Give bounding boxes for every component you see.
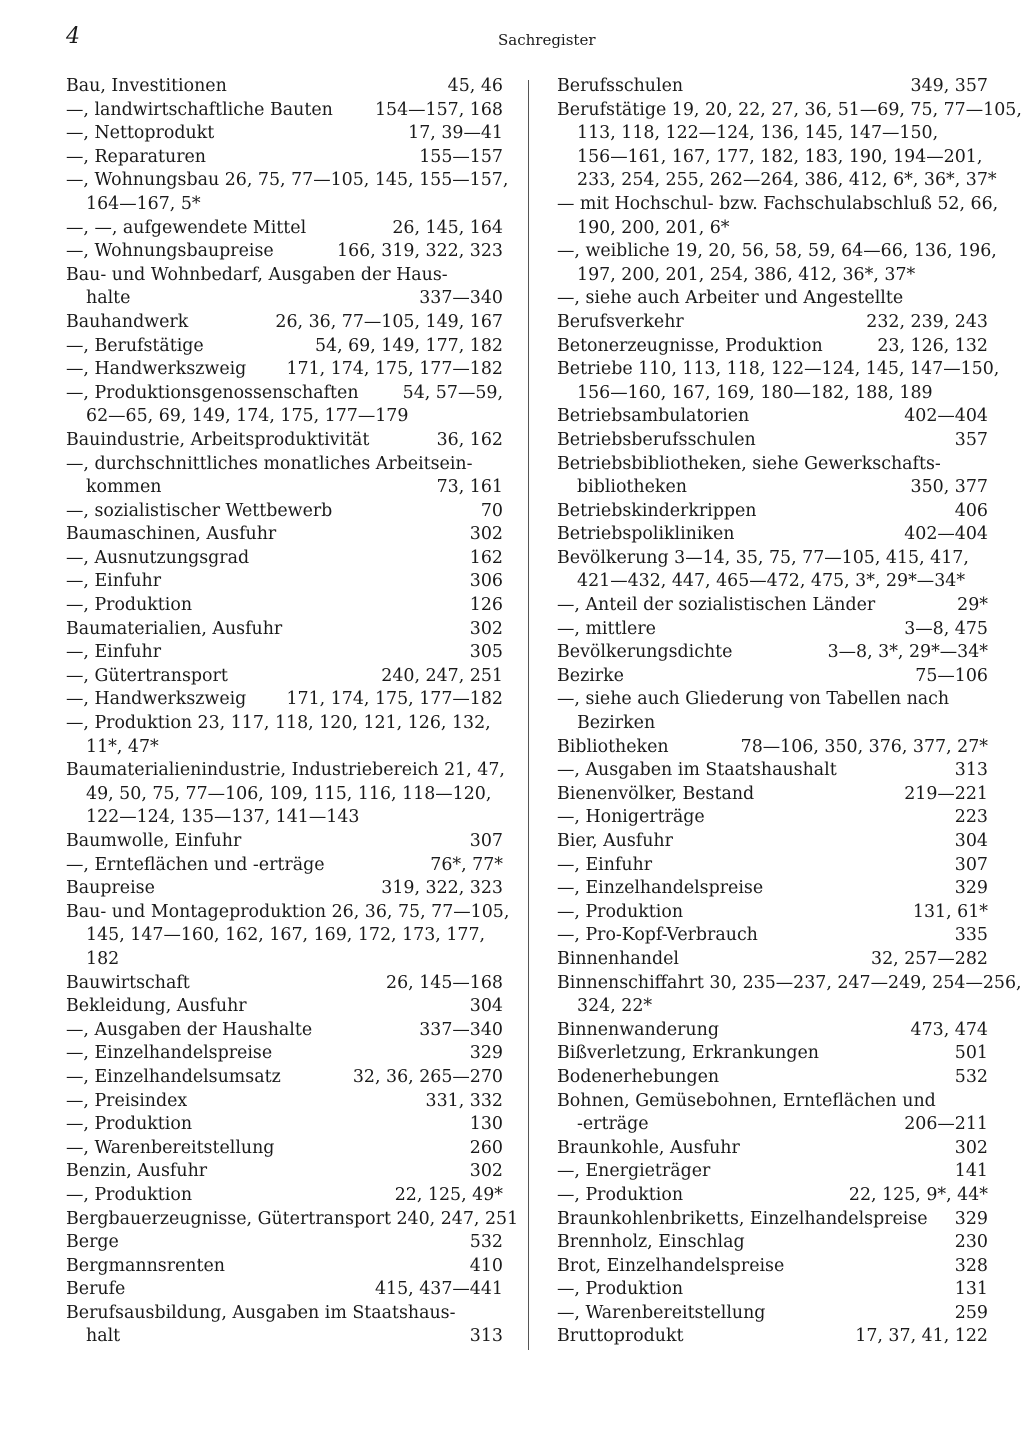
index-entry-pages: 130 bbox=[469, 1114, 503, 1135]
index-entry bbox=[557, 877, 988, 901]
index-entry-term: —, Reparaturen bbox=[66, 146, 207, 167]
index-entry-term: —, Produktion bbox=[557, 1184, 684, 1205]
index-entry-term: Baupreise bbox=[66, 878, 155, 899]
index-entry bbox=[66, 382, 503, 406]
index-entry-continuation bbox=[557, 264, 988, 288]
index-entry-pages: 406 bbox=[954, 500, 988, 521]
index-entry bbox=[66, 75, 503, 99]
index-entry bbox=[66, 500, 503, 524]
index-entry-pages: 3—8, 475 bbox=[904, 618, 988, 639]
index-entry-pages: 54, 57—59, bbox=[402, 382, 503, 403]
index-entry-pages: 76*, 77* bbox=[430, 854, 503, 875]
index-entry bbox=[557, 688, 988, 712]
index-entry bbox=[557, 618, 988, 642]
index-entry bbox=[557, 358, 1000, 382]
index-entry-pages: 329 bbox=[954, 1208, 988, 1229]
index-entry-term: 324, 22* bbox=[577, 996, 653, 1017]
index-entry bbox=[66, 547, 503, 571]
index-entry-pages: 337—340 bbox=[419, 288, 503, 309]
index-entry bbox=[66, 99, 503, 123]
index-entry-pages: 230 bbox=[954, 1232, 988, 1253]
index-entry-term: Bruttoprodukt bbox=[557, 1326, 684, 1347]
index-entry-term: 190, 200, 201, 6* bbox=[577, 217, 730, 238]
index-entry bbox=[66, 1042, 503, 1066]
index-column-right bbox=[557, 75, 1022, 1349]
index-entry-pages: 171, 174, 175, 177—182 bbox=[286, 359, 503, 380]
index-entry-continuation bbox=[557, 995, 988, 1019]
index-entry bbox=[557, 806, 988, 830]
index-entry-pages: 26, 145, 164 bbox=[392, 217, 503, 238]
index-entry-pages: 240, 247, 251 bbox=[381, 665, 503, 686]
index-entry-term: 421—432, 447, 465—472, 475, 3*, 29*—34* bbox=[577, 571, 966, 592]
index-entry-pages: 304 bbox=[954, 831, 988, 851]
index-entry-term: —, Preisindex bbox=[66, 1090, 188, 1111]
index-entry bbox=[66, 618, 503, 642]
index-entry bbox=[66, 1066, 503, 1090]
index-entry bbox=[66, 830, 503, 854]
index-entry-term: Bauhandwerk bbox=[66, 311, 189, 332]
index-entry-term: —, weibliche 19, 20, 56, 58, 59, 64—66, 136, 196, bbox=[557, 241, 997, 262]
index-entry bbox=[66, 877, 503, 901]
index-entry-pages: 166, 319, 322, 323 bbox=[337, 241, 503, 262]
index-entry-pages: 22, 125, 49* bbox=[394, 1184, 503, 1205]
index-entry-term: —, Produktion bbox=[557, 1279, 684, 1300]
index-entry-term: —, Wohnungsbau 26, 75, 77—105, 145, 155—157, bbox=[66, 170, 509, 191]
index-entry-term: —, Handwerkszweig bbox=[66, 689, 247, 710]
index-entry-pages: 415, 437—441 bbox=[374, 1279, 503, 1300]
running-head: Sachregister bbox=[498, 31, 596, 49]
index-entry-term: —, Einfuhr bbox=[66, 571, 162, 592]
index-entry bbox=[557, 311, 988, 335]
index-entry-term: Betonerzeugnisse, Produktion bbox=[557, 335, 823, 356]
index-entry-pages: 23, 126, 132 bbox=[877, 335, 988, 356]
index-entry-term: —, Einzelhandelsumsatz bbox=[66, 1066, 281, 1087]
index-entry-pages: 155—157 bbox=[419, 146, 503, 167]
index-entry-continuation bbox=[557, 1113, 988, 1137]
index-entry-term: Binnenschiffahrt 30, 235—237, 247—249, 254—256, bbox=[557, 972, 1022, 993]
index-entry-term: —, mittlere bbox=[557, 618, 656, 639]
index-entry-term: —, Produktion bbox=[557, 901, 684, 922]
index-entry-term: -erträge bbox=[577, 1114, 649, 1135]
index-entry bbox=[557, 1019, 988, 1043]
index-entry-pages: 319, 322, 323 bbox=[381, 878, 503, 899]
index-entry bbox=[557, 1137, 988, 1161]
index-entry-continuation bbox=[66, 948, 503, 972]
index-entry-continuation bbox=[66, 287, 503, 311]
index-entry bbox=[66, 995, 503, 1019]
index-entry bbox=[66, 429, 503, 453]
index-entry-term: Binnenwanderung bbox=[557, 1019, 719, 1040]
index-entry-pages: 357 bbox=[954, 429, 988, 450]
index-entry-term: Baumwolle, Einfuhr bbox=[66, 831, 242, 851]
index-entry-term: Betriebe 110, 113, 118, 122—124, 145, 147—150, bbox=[557, 359, 1000, 380]
index-entry-term: Bergmannsrenten bbox=[66, 1255, 225, 1276]
index-entry-pages: 54, 69, 149, 177, 182 bbox=[314, 335, 503, 356]
index-entry-continuation bbox=[557, 476, 988, 500]
column-divider bbox=[528, 80, 529, 1350]
index-entry bbox=[557, 924, 988, 948]
index-entry bbox=[557, 523, 988, 547]
index-entry-pages: 75—106 bbox=[915, 665, 988, 686]
index-entry-term: 156—161, 167, 177, 182, 183, 190, 194—201, bbox=[577, 146, 983, 167]
index-entry-continuation bbox=[66, 1325, 503, 1349]
index-entry bbox=[557, 783, 988, 807]
index-entry-pages: 302 bbox=[469, 1161, 503, 1182]
index-entry-term: —, Warenbereitstellung bbox=[66, 1137, 275, 1158]
index-entry-term: Baumaterialienindustrie, Industriebereich 21, 47, bbox=[66, 760, 505, 781]
index-entry-continuation bbox=[66, 736, 503, 760]
index-entry-pages: 307 bbox=[954, 854, 988, 875]
index-column-left bbox=[66, 75, 519, 1349]
index-entry-continuation bbox=[66, 924, 503, 948]
index-entry-term: —, Honigerträge bbox=[557, 807, 705, 828]
index-entry bbox=[557, 854, 988, 878]
index-entry-pages: 223 bbox=[954, 807, 988, 828]
index-entry-pages: 260 bbox=[469, 1137, 503, 1158]
index-entry-term: Berge bbox=[66, 1232, 119, 1253]
index-entry bbox=[66, 523, 503, 547]
index-entry-term: —, Anteil der sozialistischen Länder bbox=[557, 595, 876, 616]
index-entry-term: Bau, Investitionen bbox=[66, 76, 227, 96]
index-entry bbox=[557, 948, 988, 972]
index-entry-pages: 17, 39—41 bbox=[408, 123, 503, 144]
index-entry-term: —, Einzelhandelspreise bbox=[66, 1043, 273, 1064]
index-entry-term: 113, 118, 122—124, 136, 145, 147—150, bbox=[577, 123, 939, 144]
index-entry-term: —, sozialistischer Wettbewerb bbox=[66, 500, 333, 521]
index-entry-pages: 350, 377 bbox=[910, 477, 988, 498]
index-entry bbox=[557, 665, 988, 689]
index-entry-continuation bbox=[557, 382, 988, 406]
index-entry-term: —, Ausgaben im Staatshaushalt bbox=[557, 760, 837, 781]
index-entry-term: —, Warenbereitstellung bbox=[557, 1302, 766, 1323]
index-entry-term: —, Ausgaben der Haushalte bbox=[66, 1019, 313, 1040]
index-entry bbox=[66, 146, 503, 170]
index-entry-pages: 219—221 bbox=[904, 783, 988, 804]
index-entry bbox=[66, 1160, 503, 1184]
index-entry-pages: 532 bbox=[954, 1066, 988, 1087]
index-entry-term: 49, 50, 75, 77—106, 109, 115, 116, 118—120, bbox=[86, 783, 492, 804]
index-entry-term: 233, 254, 255, 262—264, 386, 412, 6*, 36*, 37* bbox=[577, 170, 997, 191]
index-entry-term: —, Gütertransport bbox=[66, 665, 228, 686]
index-entry-term: Brennholz, Einschlag bbox=[557, 1232, 745, 1253]
index-entry-continuation bbox=[557, 712, 988, 736]
index-entry-pages: 32, 36, 265—270 bbox=[352, 1066, 503, 1087]
index-entry-term: 197, 200, 201, 254, 386, 412, 36*, 37* bbox=[577, 264, 916, 285]
index-entry-continuation bbox=[66, 405, 503, 429]
index-entry bbox=[557, 547, 988, 571]
index-entry-term: 62—65, 69, 149, 174, 175, 177—179 bbox=[86, 406, 409, 427]
index-entry-term: —, Produktion bbox=[66, 1114, 193, 1135]
page-number: 4 bbox=[66, 24, 80, 49]
index-entry-term: Berufsverkehr bbox=[557, 311, 684, 332]
index-entry-pages: 313 bbox=[954, 760, 988, 781]
index-entry bbox=[557, 287, 988, 311]
index-entry bbox=[66, 759, 503, 783]
index-entry bbox=[66, 901, 510, 925]
index-entry-pages: 302 bbox=[954, 1137, 988, 1158]
index-entry-term: Betriebspolikliniken bbox=[557, 524, 735, 545]
index-entry-term: Bier, Ausfuhr bbox=[557, 831, 673, 851]
index-entry-term: kommen bbox=[86, 477, 162, 498]
index-entry-pages: 304 bbox=[469, 996, 503, 1017]
index-entry-term: —, Produktion bbox=[66, 595, 193, 616]
index-entry-term: 156—160, 167, 169, 180—182, 188, 189 bbox=[577, 382, 933, 403]
index-entry-pages: 402—404 bbox=[904, 406, 988, 427]
index-entry-term: Bevölkerung 3—14, 35, 75, 77—105, 415, 417, bbox=[557, 547, 969, 568]
index-entry bbox=[66, 1208, 519, 1232]
index-entry bbox=[66, 712, 503, 736]
index-entry-term: Bißverletzung, Erkrankungen bbox=[557, 1043, 819, 1064]
index-entry-term: —, Handwerkszweig bbox=[66, 359, 247, 380]
index-entry-term: 11*, 47* bbox=[86, 736, 159, 757]
index-entry-pages: 126 bbox=[469, 595, 503, 616]
index-entry-term: Betriebskinderkrippen bbox=[557, 500, 757, 521]
index-entry-term: halt bbox=[86, 1326, 121, 1347]
index-entry-term: 182 bbox=[86, 948, 120, 969]
index-entry-term: —, Einzelhandelspreise bbox=[557, 878, 764, 899]
index-entry-pages: 162 bbox=[469, 547, 503, 568]
index-entry-term: 122—124, 135—137, 141—143 bbox=[86, 807, 360, 828]
index-entry bbox=[66, 1019, 503, 1043]
index-entry bbox=[557, 193, 999, 217]
index-entry bbox=[66, 453, 503, 477]
index-entry bbox=[557, 1160, 988, 1184]
index-entry-term: 164—167, 5* bbox=[86, 193, 201, 214]
index-entry-term: Berufstätige 19, 20, 22, 27, 36, 51—69, 75, 77—105, bbox=[557, 99, 1022, 120]
index-entry-term: Baumaterialien, Ausfuhr bbox=[66, 618, 283, 639]
index-entry-continuation bbox=[66, 806, 503, 830]
index-entry-pages: 313 bbox=[469, 1326, 503, 1347]
index-entry-term: Binnenhandel bbox=[557, 948, 679, 969]
index-entry-continuation bbox=[557, 169, 997, 193]
index-entry bbox=[557, 405, 988, 429]
index-entry-term: Betriebsbibliotheken, siehe Gewerkschafts- bbox=[557, 453, 941, 474]
index-entry-pages: 349, 357 bbox=[910, 76, 988, 96]
index-entry bbox=[557, 759, 988, 783]
index-entry bbox=[66, 1184, 503, 1208]
index-entry bbox=[66, 1113, 503, 1137]
index-entry bbox=[66, 641, 503, 665]
index-entry-term: —, Produktion bbox=[66, 1184, 193, 1205]
index-entry bbox=[557, 1325, 988, 1349]
index-entry bbox=[66, 570, 503, 594]
index-entry bbox=[66, 1137, 503, 1161]
index-entry-term: bibliotheken bbox=[577, 477, 687, 498]
index-entry-term: Bauindustrie, Arbeitsproduktivität bbox=[66, 429, 370, 450]
index-entry-term: —, Pro-Kopf-Verbrauch bbox=[557, 925, 758, 946]
index-entry-term: —, Einfuhr bbox=[557, 854, 653, 875]
index-entry-term: Bezirke bbox=[557, 665, 624, 686]
index-entry-pages: 473, 474 bbox=[910, 1019, 988, 1040]
index-entry bbox=[66, 358, 503, 382]
index-entry-continuation bbox=[66, 476, 503, 500]
index-entry-term: Betriebsambulatorien bbox=[557, 406, 750, 427]
index-entry-term: Bienenvölker, Bestand bbox=[557, 783, 755, 804]
index-entry-pages: 154—157, 168 bbox=[374, 99, 503, 120]
index-entry-pages: 131, 61* bbox=[912, 901, 988, 922]
index-entry bbox=[66, 335, 503, 359]
index-entry-pages: 335 bbox=[954, 925, 988, 946]
index-entry-pages: 22, 125, 9*, 44* bbox=[848, 1184, 988, 1205]
index-entry-pages: 232, 239, 243 bbox=[866, 311, 988, 332]
index-entry bbox=[557, 1255, 988, 1279]
index-entry bbox=[66, 1278, 503, 1302]
index-entry bbox=[557, 830, 988, 854]
index-entry-term: Bekleidung, Ausfuhr bbox=[66, 996, 247, 1017]
index-entry-pages: 331, 332 bbox=[425, 1090, 503, 1111]
index-entry-term: halte bbox=[86, 288, 131, 309]
index-entry-term: —, durchschnittliches monatliches Arbeitsein- bbox=[66, 453, 473, 474]
index-entry-term: Benzin, Ausfuhr bbox=[66, 1161, 208, 1182]
index-entry-term: —, Produktionsgenossenschaften bbox=[66, 382, 359, 403]
index-entry-term: Baumaschinen, Ausfuhr bbox=[66, 524, 277, 545]
index-entry-pages: 302 bbox=[469, 524, 503, 545]
index-entry-pages: 141 bbox=[954, 1161, 988, 1182]
index-entry-pages: 532 bbox=[469, 1232, 503, 1253]
index-entry bbox=[557, 75, 988, 99]
index-entry bbox=[66, 311, 503, 335]
index-entry bbox=[557, 429, 988, 453]
index-entry-term: Bodenerhebungen bbox=[557, 1066, 720, 1087]
index-entry-term: Berufsausbildung, Ausgaben im Staatshaus- bbox=[66, 1302, 456, 1323]
index-entry-term: Brot, Einzelhandelspreise bbox=[557, 1255, 785, 1276]
index-entry-pages: 305 bbox=[469, 642, 503, 663]
index-entry bbox=[557, 594, 988, 618]
index-entry bbox=[66, 1090, 503, 1114]
index-entry-pages: 171, 174, 175, 177—182 bbox=[286, 689, 503, 710]
index-entry-term: —, landwirtschaftliche Bauten bbox=[66, 99, 333, 120]
index-entry-pages: 306 bbox=[469, 571, 503, 592]
index-entry-term: Braunkohlenbriketts, Einzelhandelspreise bbox=[557, 1208, 928, 1229]
index-entry-pages: 73, 161 bbox=[436, 477, 503, 498]
index-entry-pages: 501 bbox=[954, 1043, 988, 1064]
index-entry-term: Berufsschulen bbox=[557, 76, 684, 96]
index-entry-pages: 302 bbox=[469, 618, 503, 639]
index-entry-term: Bau- und Wohnbedarf, Ausgaben der Haus- bbox=[66, 264, 448, 285]
index-entry-term: —, siehe auch Gliederung von Tabellen nach bbox=[557, 689, 950, 710]
index-entry bbox=[66, 972, 503, 996]
index-entry-pages: 329 bbox=[954, 878, 988, 899]
index-entry bbox=[557, 1208, 988, 1232]
index-entry-term: —, Ausnutzungsgrad bbox=[66, 547, 250, 568]
index-entry bbox=[66, 688, 503, 712]
index-entry-term: Braunkohle, Ausfuhr bbox=[557, 1137, 740, 1158]
index-entry-pages: 329 bbox=[469, 1043, 503, 1064]
index-entry bbox=[66, 594, 503, 618]
index-entry-pages: 3—8, 3*, 29*—34* bbox=[827, 642, 988, 663]
index-entry-pages: 26, 145—168 bbox=[386, 972, 503, 993]
index-entry bbox=[66, 1302, 503, 1326]
index-entry-term: Bauwirtschaft bbox=[66, 972, 190, 993]
index-entry-term: Bohnen, Gemüsebohnen, Ernteflächen und bbox=[557, 1090, 936, 1111]
index-entry-pages: 337—340 bbox=[419, 1019, 503, 1040]
index-entry bbox=[557, 240, 997, 264]
index-entry bbox=[66, 1231, 503, 1255]
index-entry-pages: 29* bbox=[957, 595, 988, 616]
index-entry-pages: 206—211 bbox=[904, 1114, 988, 1135]
index-entry-pages: 307 bbox=[469, 831, 503, 851]
index-entry bbox=[557, 901, 988, 925]
index-entry-pages: 328 bbox=[954, 1255, 988, 1276]
index-entry-term: Bevölkerungsdichte bbox=[557, 642, 733, 663]
index-entry-term: —, —, aufgewendete Mittel bbox=[66, 217, 307, 238]
index-entry bbox=[66, 264, 503, 288]
index-entry bbox=[557, 1066, 988, 1090]
index-entry-term: —, Einfuhr bbox=[66, 642, 162, 663]
index-entry-pages: 78—106, 350, 376, 377, 27* bbox=[740, 736, 988, 757]
index-entry-term: Bergbauerzeugnisse, Gütertransport 240, 247, 251 bbox=[66, 1208, 519, 1229]
index-entry-term: — mit Hochschul- bzw. Fachschulabschluß 52, 66, bbox=[557, 193, 999, 214]
index-entry bbox=[66, 217, 503, 241]
index-entry-pages: 32, 257—282 bbox=[871, 948, 988, 969]
index-entry-term: —, Wohnungsbaupreise bbox=[66, 241, 274, 262]
index-entry bbox=[66, 240, 503, 264]
index-entry bbox=[557, 1184, 988, 1208]
index-entry bbox=[557, 500, 988, 524]
index-entry-pages: 131 bbox=[954, 1279, 988, 1300]
index-entry-continuation bbox=[557, 122, 988, 146]
index-entry-term: —, siehe auch Arbeiter und Angestellte bbox=[557, 288, 904, 309]
index-entry-term: Bezirken bbox=[577, 713, 656, 734]
index-entry-pages: 45, 46 bbox=[447, 76, 503, 96]
index-entry-term: —, Produktion 23, 117, 118, 120, 121, 126, 132, bbox=[66, 713, 491, 734]
index-entry-term: 145, 147—160, 162, 167, 169, 172, 173, 177, bbox=[86, 925, 486, 946]
index-entry bbox=[66, 169, 509, 193]
index-entry-pages: 259 bbox=[954, 1302, 988, 1323]
index-entry bbox=[557, 453, 988, 477]
index-entry-continuation bbox=[557, 570, 988, 594]
index-entry bbox=[557, 736, 988, 760]
index-entry-pages: 410 bbox=[469, 1255, 503, 1276]
index-entry bbox=[66, 854, 503, 878]
index-entry-pages: 402—404 bbox=[904, 524, 988, 545]
index-entry-term: —, Nettoprodukt bbox=[66, 123, 215, 144]
index-entry-term: —, Energieträger bbox=[557, 1161, 711, 1182]
index-entry-term: —, Ernteflächen und -erträge bbox=[66, 854, 325, 875]
index-entry bbox=[557, 972, 1022, 996]
index-entry bbox=[557, 1042, 988, 1066]
index-entry bbox=[557, 1278, 988, 1302]
index-entry-term: —, Berufstätige bbox=[66, 335, 204, 356]
index-entry-continuation bbox=[557, 146, 988, 170]
index-entry bbox=[66, 1255, 503, 1279]
index-entry-term: Bau- und Montageproduktion 26, 36, 75, 77—105, bbox=[66, 901, 510, 922]
index-entry-continuation bbox=[66, 783, 503, 807]
index-entry-term: Bibliotheken bbox=[557, 736, 669, 757]
index-entry bbox=[557, 1302, 988, 1326]
index-entry-pages: 36, 162 bbox=[436, 429, 503, 450]
index-entry bbox=[557, 1231, 988, 1255]
index-entry bbox=[66, 122, 503, 146]
index-entry-term: Betriebsberufsschulen bbox=[557, 429, 756, 450]
index-entry-continuation bbox=[66, 193, 503, 217]
index-entry bbox=[557, 641, 988, 665]
index-entry-pages: 17, 37, 41, 122 bbox=[855, 1326, 988, 1347]
index-entry-continuation bbox=[557, 217, 988, 241]
index-entry-pages: 26, 36, 77—105, 149, 167 bbox=[275, 311, 503, 332]
index-entry bbox=[557, 1090, 988, 1114]
index-entry bbox=[66, 665, 503, 689]
index-entry bbox=[557, 335, 988, 359]
index-entry bbox=[557, 99, 1022, 123]
index-entry-pages: 70 bbox=[480, 500, 503, 521]
index-entry-term: Berufe bbox=[66, 1279, 126, 1300]
